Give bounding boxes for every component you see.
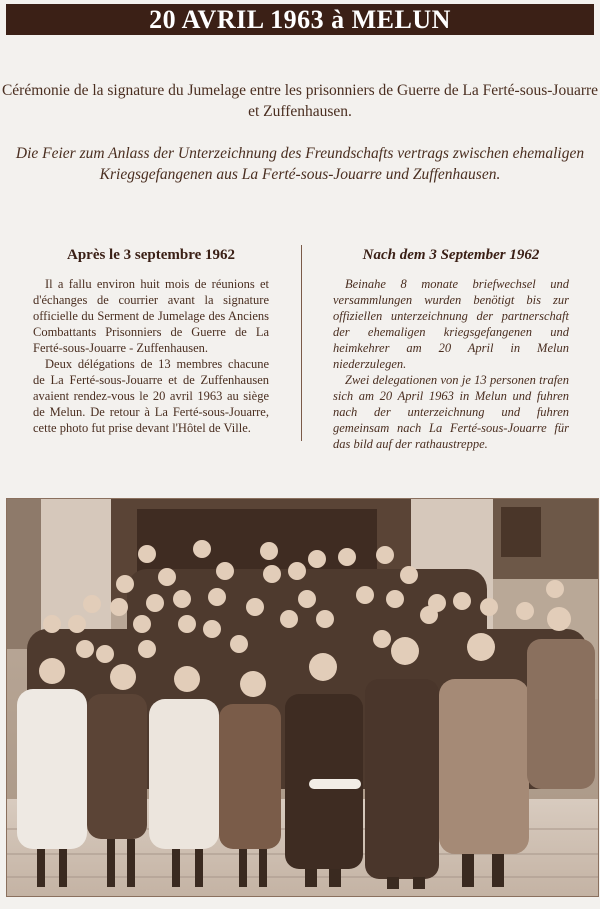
french-column bbox=[33, 247, 269, 436]
intro-french: Cérémonie de la signature du Jumelage entre les prisonniers de Guerre de La Ferté-sous-Jouarre et Zuffenhausen. bbox=[1, 82, 599, 120]
german-paragraph-1: Beinahe 8 monate briefwechsel und versammlungen wurden benötigt bis zur offiziellen unterzeichnung der partnerschaft der ehemaligen kriegsgefangenen und heimkehrer am 20 April in Melun niederzulegen. bbox=[333, 277, 569, 371]
column-divider bbox=[301, 245, 302, 441]
group-photo bbox=[6, 498, 599, 897]
german-column bbox=[333, 247, 569, 452]
french-column-heading: Après le 3 septembre 1962 bbox=[66, 247, 236, 263]
page-title-banner bbox=[6, 4, 594, 35]
french-paragraph-1: Il a fallu environ huit mois de réunions et d'échanges de courrier avant la signature officielle du Serment de Jumelage des Anciens Combattants Prisonniers de Guerre de La Ferté-sous-Jouarre - Zuffenhausen. bbox=[33, 277, 269, 355]
french-paragraph-2: Deux délégations de 13 membres chacune de La Ferté-sous-Jouarre et de Zuffenhausen avaient rendez-vous le 20 avril 1963 au siège de Melun. De retour à La Ferté-sous-Jouarre, cette photo fut prise devant l'Hôtel de Ville. bbox=[33, 357, 269, 435]
german-column-heading: Nach dem 3 September 1962 bbox=[362, 247, 540, 263]
group-photo-illustration bbox=[7, 499, 598, 896]
german-paragraph-2: Zwei delegationen von je 13 personen trafen sich am 20 April 1963 in Melun und fuhren nach der unterzeichnung und fuhren gemeinsam nach La Ferté-sous-Jouarre für das bild auf der rathaustreppe. bbox=[333, 373, 569, 451]
intro-german: Die Feier zum Anlass der Unterzeichnung des Freundschafts vertrags zwischen ehemaligen Kriegsgefangenen aus La Ferté-sous-Jouarre und Zuffenhausen. bbox=[15, 145, 585, 183]
page-title: 20 AVRIL 1963 à MELUN bbox=[149, 4, 451, 34]
